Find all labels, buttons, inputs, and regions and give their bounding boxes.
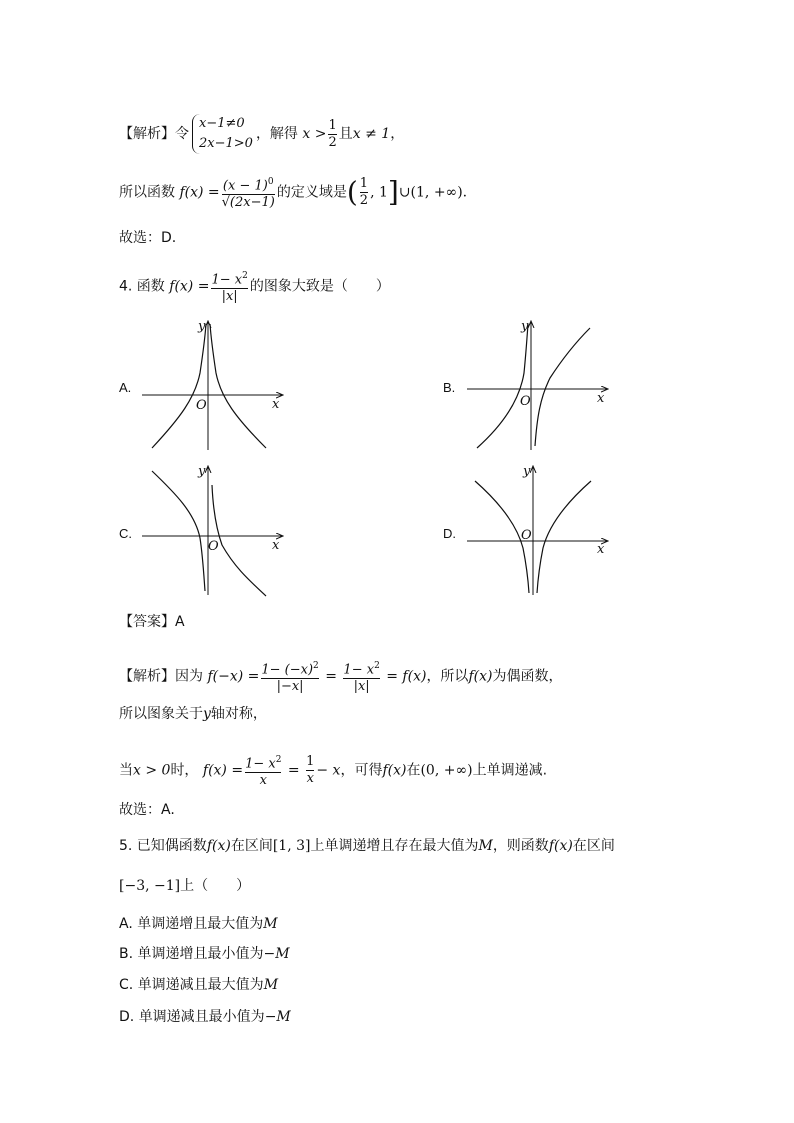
svg-text:x: x <box>272 397 280 412</box>
graph-a <box>140 318 290 453</box>
svg-text:x: x <box>597 391 605 406</box>
option-d-label: D. <box>443 526 456 541</box>
fraction: $\frac{1- x^2}{x}$ <box>245 755 282 789</box>
curve-right <box>537 481 591 593</box>
svg-text:y: y <box>198 464 206 479</box>
q5-option-c: C. 单调递减且最大值为M <box>119 977 279 993</box>
fraction: $\frac{1- x^2}{|x|}$ <box>211 271 248 305</box>
svg-text:O: O <box>208 539 219 554</box>
inequality-system: x−1≠0 2x−1>0 <box>192 114 253 154</box>
q4-solution-line2: 所以图象关于y轴对称， <box>119 706 267 722</box>
prev-solution-line2: 所以函数 f(x) = $\frac{(x - 1)^0}{√(2x-1)}$ 的定义域是( $\frac{1}{2}$ , 1]∪(1, +∞). <box>119 175 468 211</box>
solution-label: 【解析】 <box>119 126 175 142</box>
q5-option-a: A. 单调递增且最大值为M <box>119 916 278 932</box>
curve-left <box>152 471 205 591</box>
option-c-label: C. <box>119 526 132 541</box>
curve-right <box>210 324 266 448</box>
option-b-label: B. <box>443 380 456 395</box>
svg-text:y: y <box>521 319 529 334</box>
graph-d <box>465 463 615 598</box>
fraction: $\frac{(x - 1)^0}{√(2x-1)}$ <box>221 177 275 211</box>
fraction: $\frac{1- x^2}{|x|}$ <box>343 661 380 695</box>
q4-answer: 【答案】A <box>119 614 185 630</box>
q5-option-d: D. 单调递减且最小值为−M <box>119 1009 291 1025</box>
svg-text:O: O <box>520 394 531 409</box>
svg-text:x: x <box>272 538 280 553</box>
q5-stem-line1: 5. 已知偶函数f(x)在区间[1, 3]上单调递增且存在最大值为M，则函数f(x)在区间 <box>119 838 615 854</box>
curve-left <box>152 324 206 448</box>
graph-b <box>465 318 615 453</box>
prev-choose: 故选：D. <box>119 230 177 246</box>
prev-solution-line1: 【解析】令 x−1≠0 2x−1>0 ，解得 x > $\frac{1}{2}$ 且x ≠ 1， <box>119 114 404 154</box>
fraction: $\frac{1- (-x)^2}{|-x|}$ <box>261 661 319 695</box>
q4-choose: 故选：A. <box>119 802 175 818</box>
curve-left <box>477 324 528 448</box>
svg-text:O: O <box>196 398 207 413</box>
option-a-label: A. <box>119 380 132 395</box>
curve-right <box>535 328 590 446</box>
q4-stem: 4. 函数 f(x) = $\frac{1- x^2}{|x|}$ 的图象大致是（ ） <box>119 268 390 305</box>
svg-text:x: x <box>597 542 605 557</box>
q5-option-b: B. 单调递增且最小值为−M <box>119 946 290 962</box>
svg-text:O: O <box>521 528 532 543</box>
fraction: $\frac{1}{x}$ <box>306 754 315 787</box>
graph-c <box>140 463 290 598</box>
q4-solution-line3: 当x > 0时， f(x) = $\frac{1- x^2}{x}$ = $\frac{1}{x}$ − x，可得f(x)在(0, +∞)上单调递减. <box>119 752 547 789</box>
svg-text:y: y <box>523 464 531 479</box>
q5-stem-line2: [−3, −1]上（ ） <box>119 878 251 894</box>
fraction: $\frac{1}{2}$ <box>359 176 369 209</box>
q4-solution-line1: 【解析】因为 f(−x) = $\frac{1- (-x)^2}{|-x|}$ = $\frac{1- x^2}{|x|}$ = f(x)，所以f(x)为偶函数， <box>119 658 562 695</box>
svg-text:y: y <box>198 319 206 334</box>
curve-right <box>212 485 266 596</box>
fraction: $\frac{1}{2}$ <box>328 117 337 150</box>
